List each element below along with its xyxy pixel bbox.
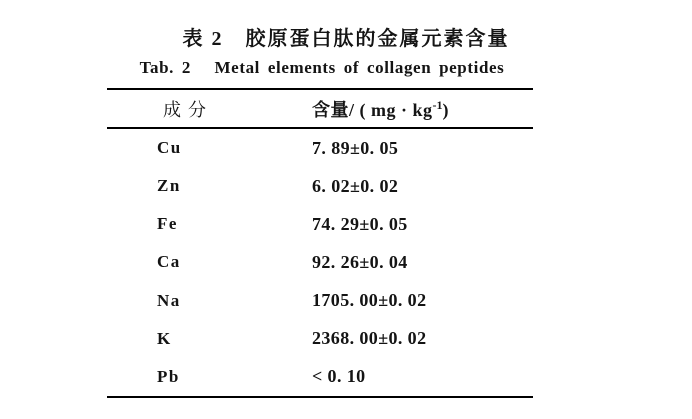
header-unit-prefix: 含量/ ( mg · kg (312, 99, 433, 120)
component-cell: Zn (157, 176, 181, 196)
component-cell: Na (157, 290, 181, 310)
value-cell: 7. 89±0. 05 (312, 137, 399, 158)
table-caption-zh: 表 2 胶原蛋白肽的金属元素含量 (182, 28, 510, 50)
table-row-zn (107, 167, 533, 205)
table-row-k (107, 320, 533, 358)
component-cell: K (157, 328, 172, 348)
component-cell: Cu (157, 138, 182, 158)
header-unit-superscript: -1 (432, 97, 443, 112)
value-cell: 1705. 00±0. 02 (312, 290, 427, 311)
table-row-pb (107, 358, 533, 396)
table-caption-en: Tab. 2 Metal elements of collagen peptides (139, 58, 505, 77)
value-cell: 92. 26±0. 04 (312, 251, 408, 272)
value-cell: 2368. 00±0. 02 (312, 328, 427, 349)
table-row-cu (107, 129, 533, 167)
header-content-cell (312, 96, 533, 122)
table-row-fe (107, 205, 533, 243)
table-row-na (107, 282, 533, 320)
component-cell: Ca (157, 252, 181, 272)
table-row-ca (107, 243, 533, 281)
metal-elements-table (107, 88, 533, 398)
component-cell: Fe (157, 214, 178, 234)
value-cell: 74. 29±0. 05 (312, 213, 408, 234)
value-cell: < 0. 10 (312, 366, 366, 387)
header-component-cell: 成分 (163, 99, 213, 120)
table-header-row (107, 90, 533, 127)
component-cell: Pb (157, 366, 180, 386)
table-body (107, 129, 533, 396)
header-unit-suffix: ) (442, 99, 450, 120)
table-bottom-rule (107, 396, 533, 398)
value-cell: 6. 02±0. 02 (312, 175, 399, 196)
